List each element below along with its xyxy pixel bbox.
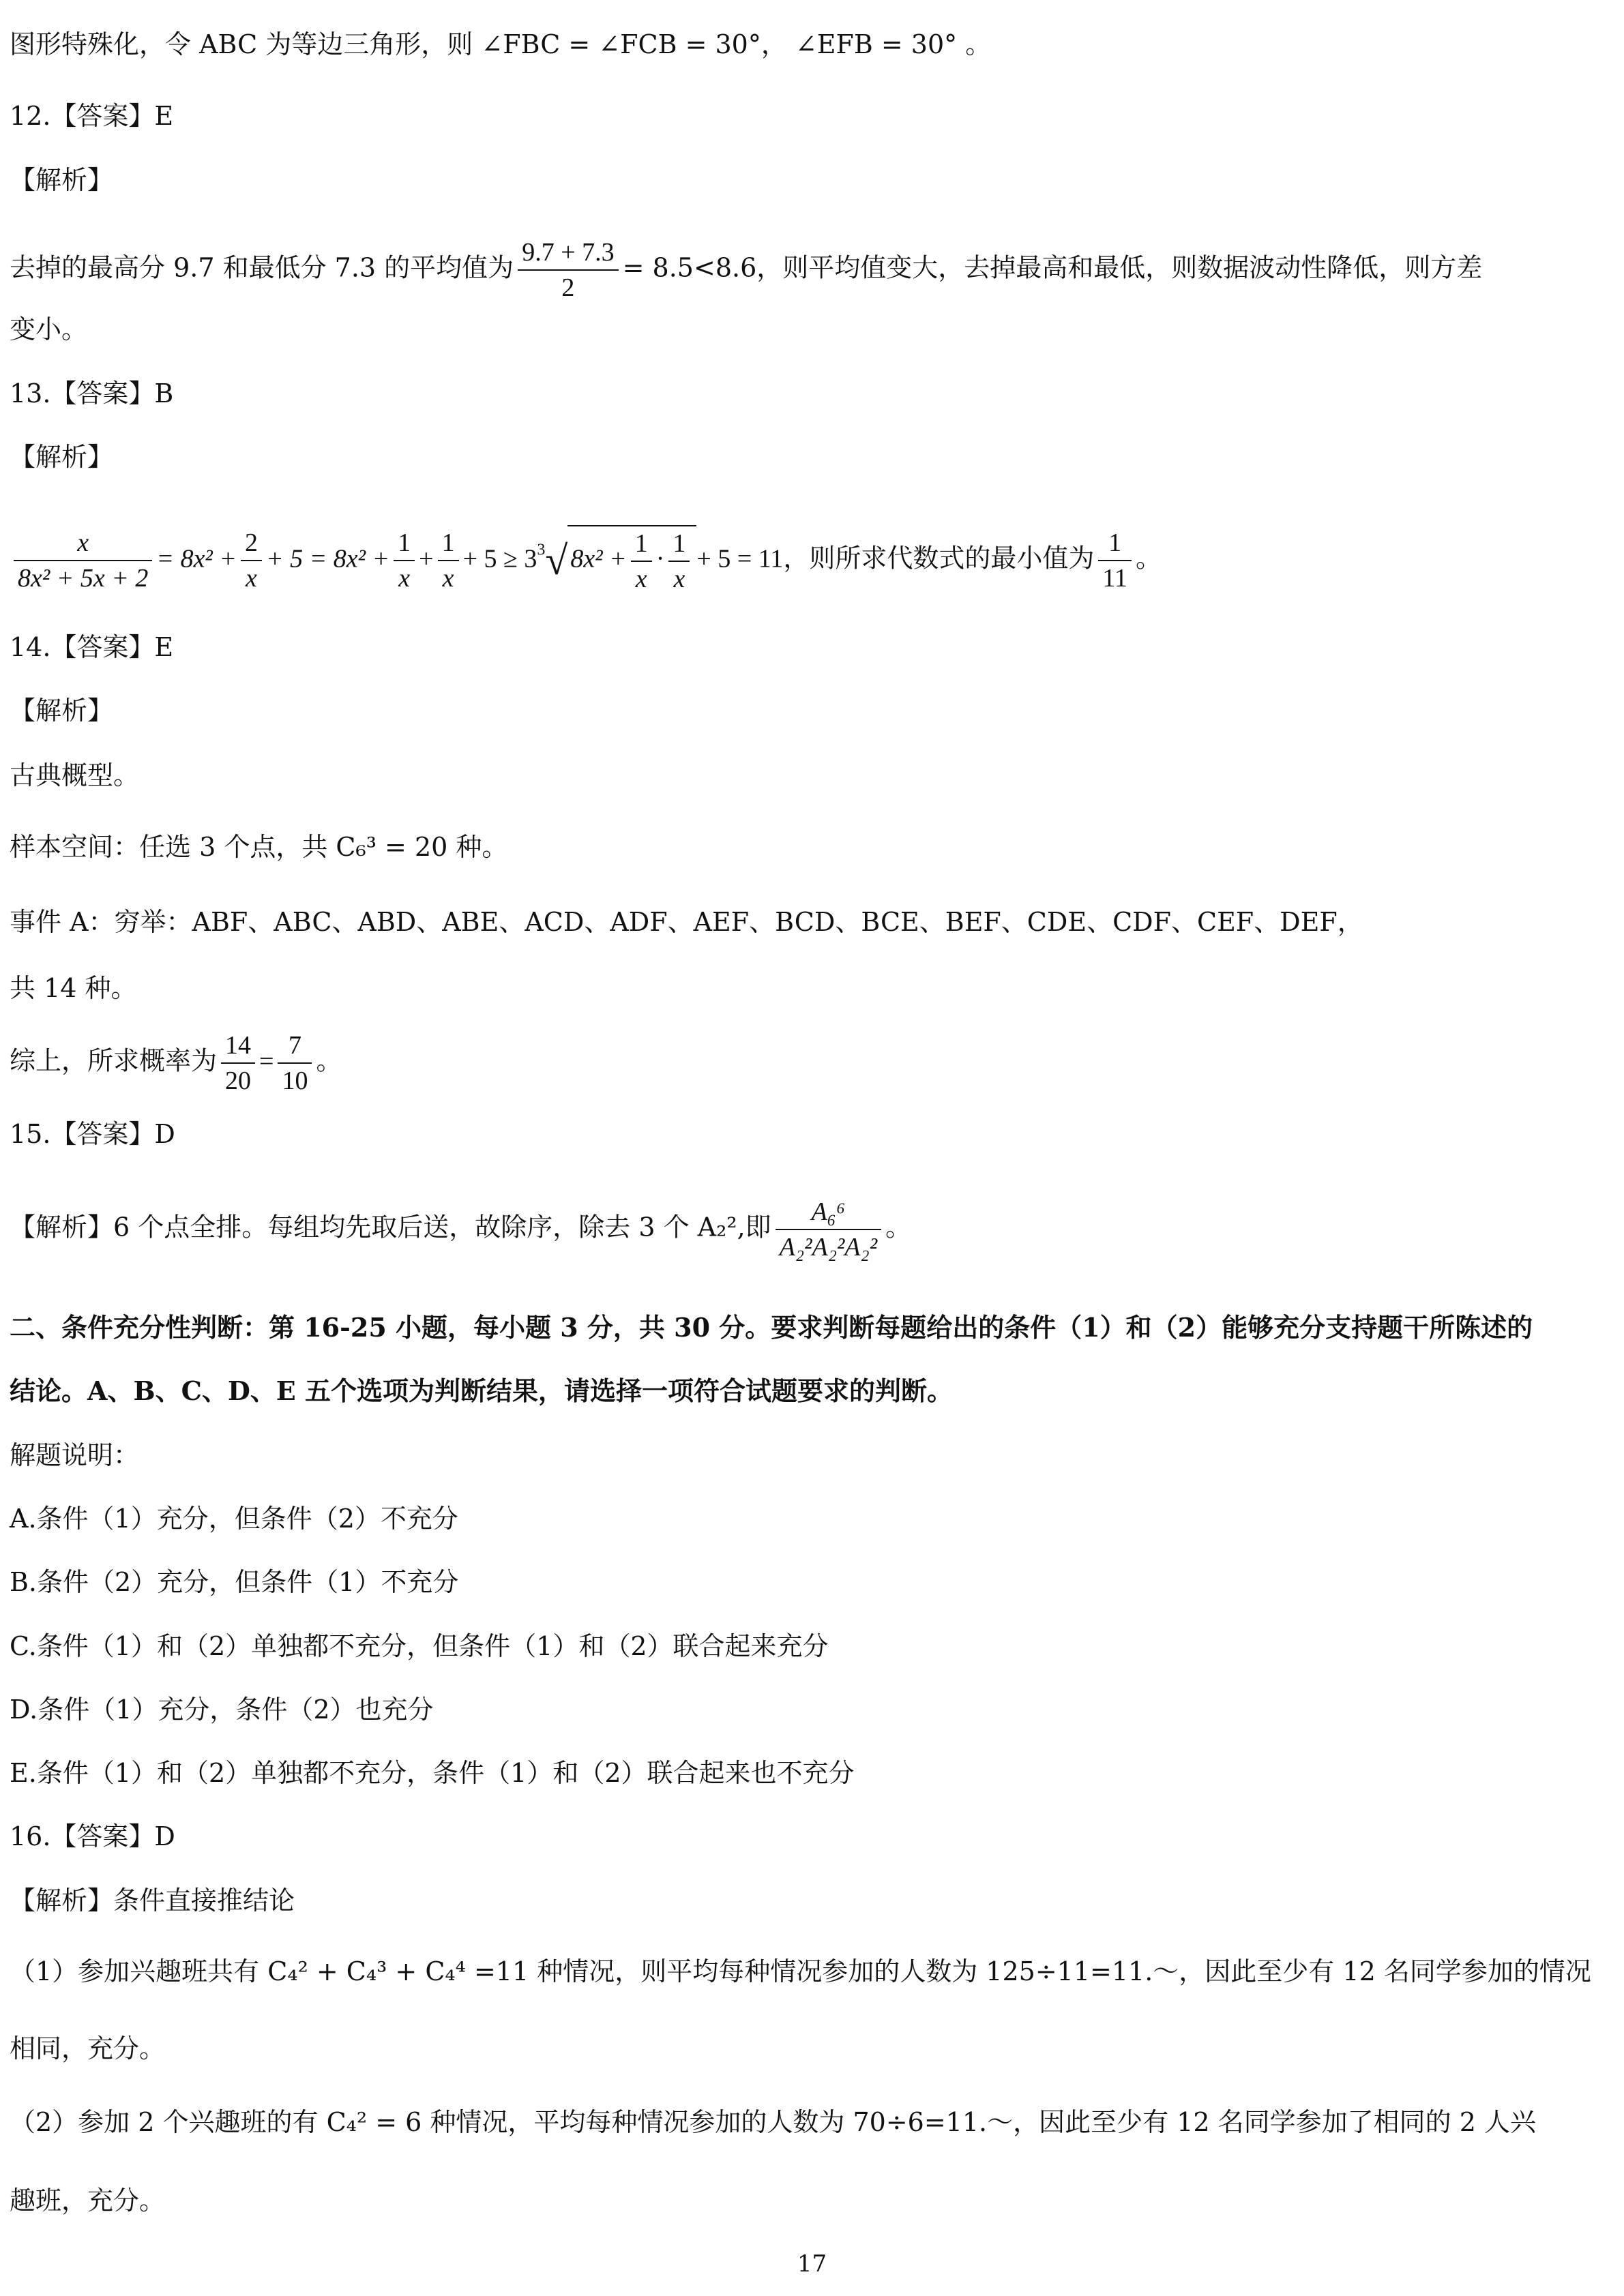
fraction	[241, 526, 262, 595]
radicand	[567, 525, 696, 596]
analysis-16-cond1-line2: 相同，充分。	[10, 2033, 166, 2063]
fraction-denominator: x	[668, 561, 690, 596]
fraction-numerator: A₆⁶	[811, 1197, 846, 1226]
analysis-14-line1: 古典概型。	[10, 760, 140, 790]
math-segment: ·	[655, 544, 665, 573]
fraction	[278, 1028, 312, 1098]
option-b: B.条件（2）充分，但条件（1）不充分	[10, 1567, 459, 1597]
fraction-denominator: x	[241, 560, 262, 595]
answer-13: 13.【答案】B	[10, 378, 174, 408]
fraction	[776, 1195, 881, 1264]
text-segment: 。	[885, 1212, 912, 1242]
fraction	[1098, 526, 1132, 595]
option-e: E.条件（1）和（2）单独都不充分，条件（1）和（2）联合起来也不充分	[10, 1758, 855, 1788]
text-line: 图形特殊化，令 ABC 为等边三角形，则 ∠FBC = ∠FCB = 30°， ∠EFB = 30° 。	[10, 29, 992, 59]
text-segment: 【解析】6 个点全排。每组均先取后送，故除序，除去 3 个 A₂²,即	[10, 1212, 771, 1242]
math-segment: 8x² +	[570, 544, 627, 573]
analysis-label-12: 【解析】	[10, 165, 114, 195]
text-segment: 。	[1135, 543, 1162, 573]
fraction-numerator: x	[77, 528, 89, 557]
fraction-denominator: 20	[221, 1062, 255, 1098]
fraction	[394, 526, 415, 595]
math-segment: + 5 = 11，则所求代数式的最小值为	[696, 544, 1095, 573]
analysis-label-14: 【解析】	[10, 696, 114, 726]
fraction-numerator: 1	[398, 528, 411, 557]
math-segment: + 5 = 8x² +	[265, 544, 390, 573]
fraction	[438, 526, 459, 595]
answer-14: 14.【答案】E	[10, 632, 174, 662]
answer-15: 15.【答案】D	[10, 1119, 175, 1149]
text-segment: = 8.5<8.6，则平均值变大，去掉最高和最低，则数据波动性降低，则方差	[622, 252, 1483, 283]
analysis-16-cond2-line2: 趣班，充分。	[10, 2186, 166, 2216]
text-segment: 。	[316, 1045, 342, 1076]
fraction-numerator: 7	[288, 1031, 301, 1060]
section-2-heading-line1: 二、条件充分性判断：第 16-25 小题，每小题 3 分，共 30 分。要求判断每题给出的条件（1）和（2）能够充分支持题干所陈述的	[10, 1312, 1533, 1343]
analysis-14-line2: 样本空间：任选 3 个点，共 C₆³ = 20 种。	[10, 832, 508, 862]
fraction-numerator: 14	[225, 1031, 252, 1060]
analysis-13-formula	[10, 525, 1614, 596]
fraction	[668, 526, 690, 596]
fraction-denominator: x	[631, 561, 652, 596]
analysis-16-cond2-line1: （2）参加 2 个兴趣班的有 C₄² = 6 种情况，平均每种情况参加的人数为 70÷6=11.～，因此至少有 12 名同学参加了相同的 2 人兴	[10, 2107, 1536, 2137]
fraction	[631, 526, 652, 596]
page-number: 17	[797, 2250, 827, 2278]
analysis-16-cond1-line1: （1）参加兴趣班共有 C₄² + C₄³ + C₄⁴ =11 种情况，则平均每种情况参加的人数为 125÷11=11.～，因此至少有 12 名同学参加的情况	[10, 1956, 1591, 1986]
option-d: D.条件（1）充分，条件（2）也充分	[10, 1695, 434, 1725]
analysis-16-label: 【解析】条件直接推结论	[10, 1885, 295, 1915]
text-segment: 综上，所求概率为	[10, 1045, 218, 1076]
fraction-denominator: x	[394, 560, 415, 595]
explanation-label: 解题说明：	[10, 1440, 140, 1470]
math-segment: =	[259, 1047, 274, 1076]
fraction	[221, 1028, 255, 1098]
fraction-numerator: 1	[441, 528, 455, 557]
fraction-numerator: 1	[673, 529, 686, 558]
fraction-numerator: 9.7 + 7.3	[522, 238, 615, 267]
section-2-heading-line2: 结论。A、B、C、D、E 五个选项为判断结果，请选择一项符合试题要求的判断。	[10, 1375, 953, 1406]
analysis-14-line4: 共 14 种。	[10, 973, 137, 1003]
fraction-numerator: 1	[634, 529, 648, 558]
fraction-denominator: 8x² + 5x + 2	[14, 560, 152, 595]
math-segment: +	[419, 544, 434, 573]
fraction	[518, 235, 618, 305]
fraction-numerator: 1	[1108, 528, 1122, 557]
option-a: A.条件（1）充分，但条件（2）不充分	[10, 1504, 458, 1534]
fraction-numerator: 2	[244, 528, 258, 557]
fraction-denominator: 11	[1098, 560, 1132, 595]
analysis-12-line2: 变小。	[10, 314, 88, 344]
fraction-denominator: A₂²A₂²A₂²	[776, 1229, 881, 1264]
fraction-denominator: x	[438, 560, 459, 595]
analysis-14-line3: 事件 A：穷举：ABF、ABC、ABD、ABE、ACD、ADF、AEF、BCD、BCE、BEF、CDE、CDF、CEF、DEF，	[10, 907, 1363, 937]
fraction-denominator: 10	[278, 1062, 312, 1098]
text-segment: 去掉的最高分 9.7 和最低分 7.3 的平均值为	[10, 252, 514, 283]
radical-sign: √	[545, 538, 568, 583]
analysis-label-13: 【解析】	[10, 442, 114, 472]
math-segment: = 8x² +	[156, 544, 237, 573]
math-segment: + 5 ≥ 3	[462, 544, 537, 573]
analysis-15-line	[10, 1195, 1614, 1264]
root-index: 3	[537, 541, 546, 559]
option-c: C.条件（1）和（2）单独都不充分，但条件（1）和（2）联合起来充分	[10, 1631, 829, 1661]
answer-12: 12.【答案】E	[10, 101, 174, 131]
answer-16: 16.【答案】D	[10, 1821, 175, 1851]
fraction-denominator: 2	[518, 269, 618, 305]
fraction	[14, 526, 152, 595]
analysis-12-line1	[10, 235, 1614, 305]
analysis-14-line5	[10, 1028, 1614, 1098]
